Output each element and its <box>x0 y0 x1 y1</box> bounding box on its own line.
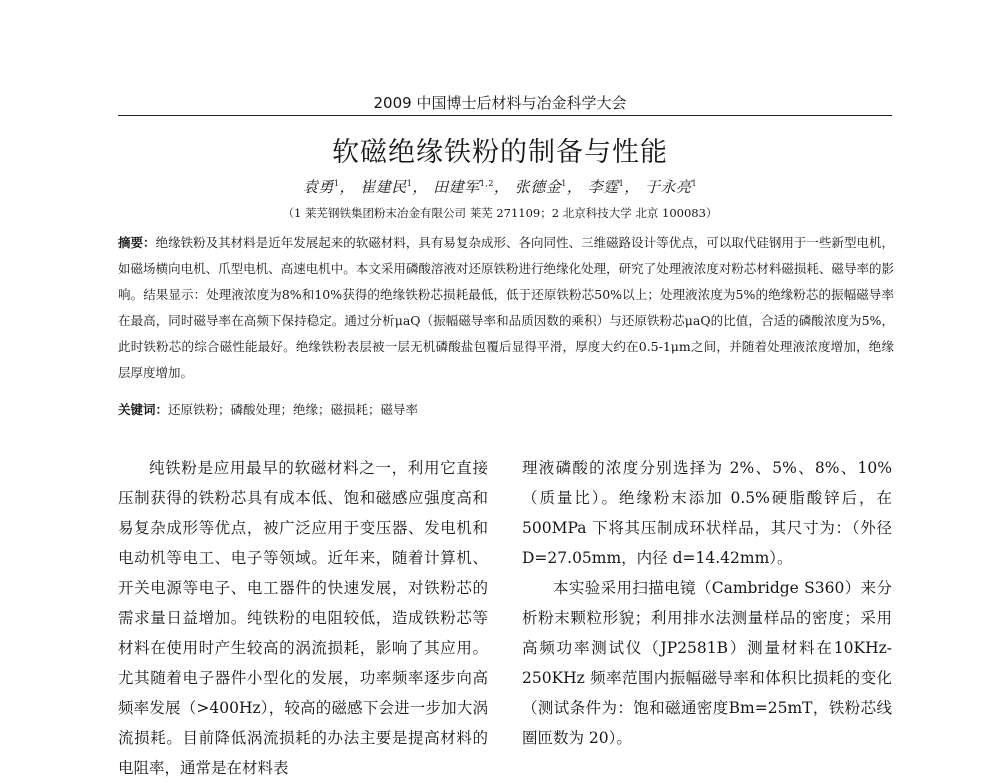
body-paragraph: 理液磷酸的浓度分别选择为 2%、5%、8%、10%（质量比）。绝缘粉末添加 0.5%硬脂酸锌后，在500MPa 下将其压制成环状样品，其尺寸为：（外径 D=27.05mm，内径 d=14.42mm）。 <box>522 459 892 567</box>
author-list: 袁勇$^1$， 崔建民$^1$， 田建军$^{1,2}$， 张德金$^1$， 李霆$^1$， 于永亮$^1$ <box>302 178 698 196</box>
author-name: 袁勇 <box>302 178 334 196</box>
author-affil-sup: 1 <box>691 179 698 188</box>
author-name: 张德金 <box>514 178 562 196</box>
header-rule <box>118 115 892 116</box>
author-name: 李霆 <box>587 178 619 196</box>
author-name: 田建军 <box>433 178 480 196</box>
abstract <box>118 230 894 386</box>
abstract-label: 摘要： <box>118 235 156 250</box>
keywords <box>118 400 894 420</box>
keywords-label: 关键词： <box>118 402 169 417</box>
paper-title: 软磁绝缘铁粉的制备与性能 <box>332 137 668 168</box>
body-column-right <box>522 453 892 753</box>
body-paragraph: 本实验采用扫描电镜（Cambridge S360）来分析粉末颗粒形貌；利用排水法测量样品的密度；采用高频功率测试仪（JP2581B）测量材料在10KHz-250KHz 频率范围内振幅磁导率和体积比损耗的变化（测试条件为：饱和磁通密度Bm=25mT，铁粉芯线圈匝数为 20）。 <box>522 579 892 747</box>
author-affil-sup: 1 <box>618 179 625 188</box>
abstract-text: 绝缘铁粉及其材料是近年发展起来的软磁材料，具有易复杂成形、各向同性、三维磁路设计等优点，可以取代硅钢用于一些新型电机，如磁场横向电机、爪型电机、高速电机中。本文采用磷酸溶液对还原铁粉进行绝缘化处理，研究了处理液浓度对粉芯材料磁损耗、磁导率的影响。结果显示：处理液浓度为8%和10%获得的绝缘铁粉芯损耗最低，低于还原铁粉芯50%以上；处理液浓度为5%的绝缘粉芯的振幅磁导率在最高，同时磁导率在高频下保持稳定。通过分析μaQ（振幅磁导率和品质因数的乘积）与还原铁粉芯μaQ的比值，合适的磷酸浓度为5%，此时铁粉芯的综合磁性能最好。绝缘铁粉表层被一层无机磷酸盐包覆后显得平滑，厚度大约在0.5-1μm之间，并随着处理液浓度增加，绝缘层厚度增加。 <box>118 235 894 380</box>
keywords-text: 还原铁粉；磷酸处理；绝缘；磁损耗；磁导率 <box>168 402 419 417</box>
author-name: 崔建民 <box>360 178 407 196</box>
body-column-left <box>118 453 488 783</box>
author-affil-sup: 1 <box>561 179 567 188</box>
body-paragraph: 纯铁粉是应用最早的软磁材料之一，利用它直接压制获得的铁粉芯具有成本低、饱和磁感应强度高和易复杂成形等优点，被广泛应用于变压器、发电机和电动机等电工、电子等领域。近年来，随着计算机、开关电源等电子、电工器件的快速发展，对铁粉芯的需求量日益增加。纯铁粉的电阻较低，造成铁粉芯等材料在使用时产生较高的涡流损耗，影响了其应用。尤其随着电子器件小型化的发展，功率频率逐步向高频率发展（>400Hz），较高的磁感下会进一步加大涡流损耗。目前降低涡流损耗的办法主要是提高材料的电阻率，通常是在材料表 <box>118 459 488 777</box>
author-name: 于永亮 <box>644 178 692 196</box>
author-affil-sup: 1 <box>406 179 413 188</box>
author-affil-sup: 1,2 <box>479 179 494 188</box>
author-affil-sup: 1 <box>333 179 340 188</box>
conference-header: 2009 中国博士后材料与冶金科学大会 <box>373 94 627 112</box>
affiliations: （1 莱芜钢铁集团粉末冶金有限公司 莱芜 271109；2 北京科技大学 北京 100083） <box>282 206 718 220</box>
